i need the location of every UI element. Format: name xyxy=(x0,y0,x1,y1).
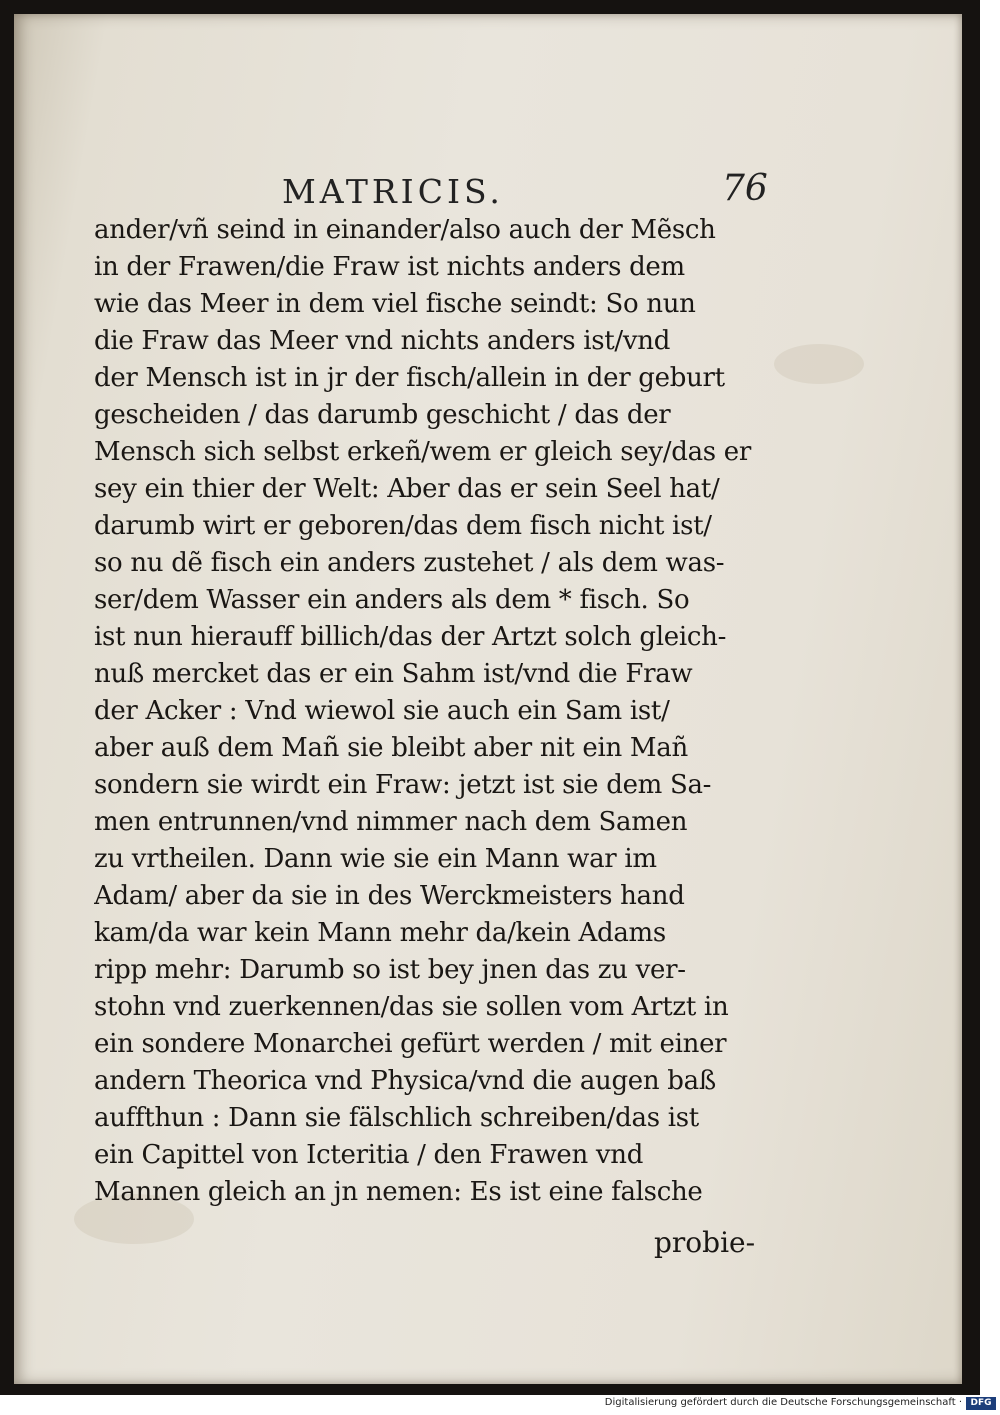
text-line: zu vrtheilen. Dann wie sie ein Mann war im xyxy=(94,844,657,874)
page-header xyxy=(14,164,962,214)
funding-credit: Digitalisierung gefördert durch die Deutsche Forschungsgemeinschaft · xyxy=(604,1397,962,1408)
text-line: die Fraw das Meer vnd nichts anders ist/vnd xyxy=(94,326,671,356)
text-line: sondern sie wirdt ein Fraw: jetzt ist sie dem Sa- xyxy=(94,770,712,800)
running-head: MATRICIS. xyxy=(282,172,504,211)
text-line: andern Theorica vnd Physica/vnd die augen baß xyxy=(94,1066,716,1096)
text-line: kam/da war kein Mann mehr da/kein Adams xyxy=(94,918,666,948)
text-line: ripp mehr: Darumb so ist bey jnen das zu ver- xyxy=(94,955,686,985)
text-line: der Mensch ist in jr der fisch/allein in der geburt xyxy=(94,363,725,393)
page-stain xyxy=(774,344,864,384)
text-line: wie das Meer in dem viel fische seindt: So nun xyxy=(94,289,696,319)
text-line: stohn vnd zuerkennen/das sie sollen vom Artzt in xyxy=(94,992,729,1022)
text-line: Mannen gleich an jn nemen: Es ist eine falsche xyxy=(94,1177,703,1207)
text-line: gescheiden / das darumb geschicht / das der xyxy=(94,400,671,430)
text-line: nuß mercket das er ein Sahm ist/vnd die Fraw xyxy=(94,659,693,689)
text-line: men entrunnen/vnd nimmer nach dem Samen xyxy=(94,807,688,837)
text-line: ander/vñ seind in einander/also auch der Mẽsch xyxy=(94,215,716,245)
text-line: der Acker : Vnd wiewol sie auch ein Sam ist/ xyxy=(94,696,670,726)
text-line: auffthun : Dann sie fälschlich schreiben/das ist xyxy=(94,1103,699,1133)
book-page xyxy=(14,14,962,1384)
text-line: sey ein thier der Welt: Aber das er sein Seel hat/ xyxy=(94,474,720,504)
text-line: ser/dem Wasser ein anders als dem * fisch. So xyxy=(94,585,690,615)
text-line: ein Capittel von Icteritia / den Frawen vnd xyxy=(94,1140,644,1170)
text-line: ist nun hierauff billich/das der Artzt solch gleich- xyxy=(94,622,727,652)
text-line: Mensch sich selbst erkeñ/wem er gleich sey/das er xyxy=(94,437,752,467)
text-line: aber auß dem Mañ sie bleibt aber nit ein Mañ xyxy=(94,733,688,763)
page-number: 76 xyxy=(722,168,768,209)
dfg-logo: DFG xyxy=(966,1397,996,1410)
text-line: Adam/ aber da sie in des Werckmeisters hand xyxy=(94,881,685,911)
footer-bar xyxy=(0,1395,1000,1415)
text-line: in der Frawen/die Fraw ist nichts anders dem xyxy=(94,252,685,282)
body-text xyxy=(94,212,774,1211)
text-line: darumb wirt er geboren/das dem fisch nicht ist/ xyxy=(94,511,712,541)
text-line: so nu dẽ fisch ein anders zustehet / als dem was- xyxy=(94,548,725,578)
catchword: probie- xyxy=(654,1226,756,1259)
text-line: ein sondere Monarchei gefürt werden / mit einer xyxy=(94,1029,727,1059)
